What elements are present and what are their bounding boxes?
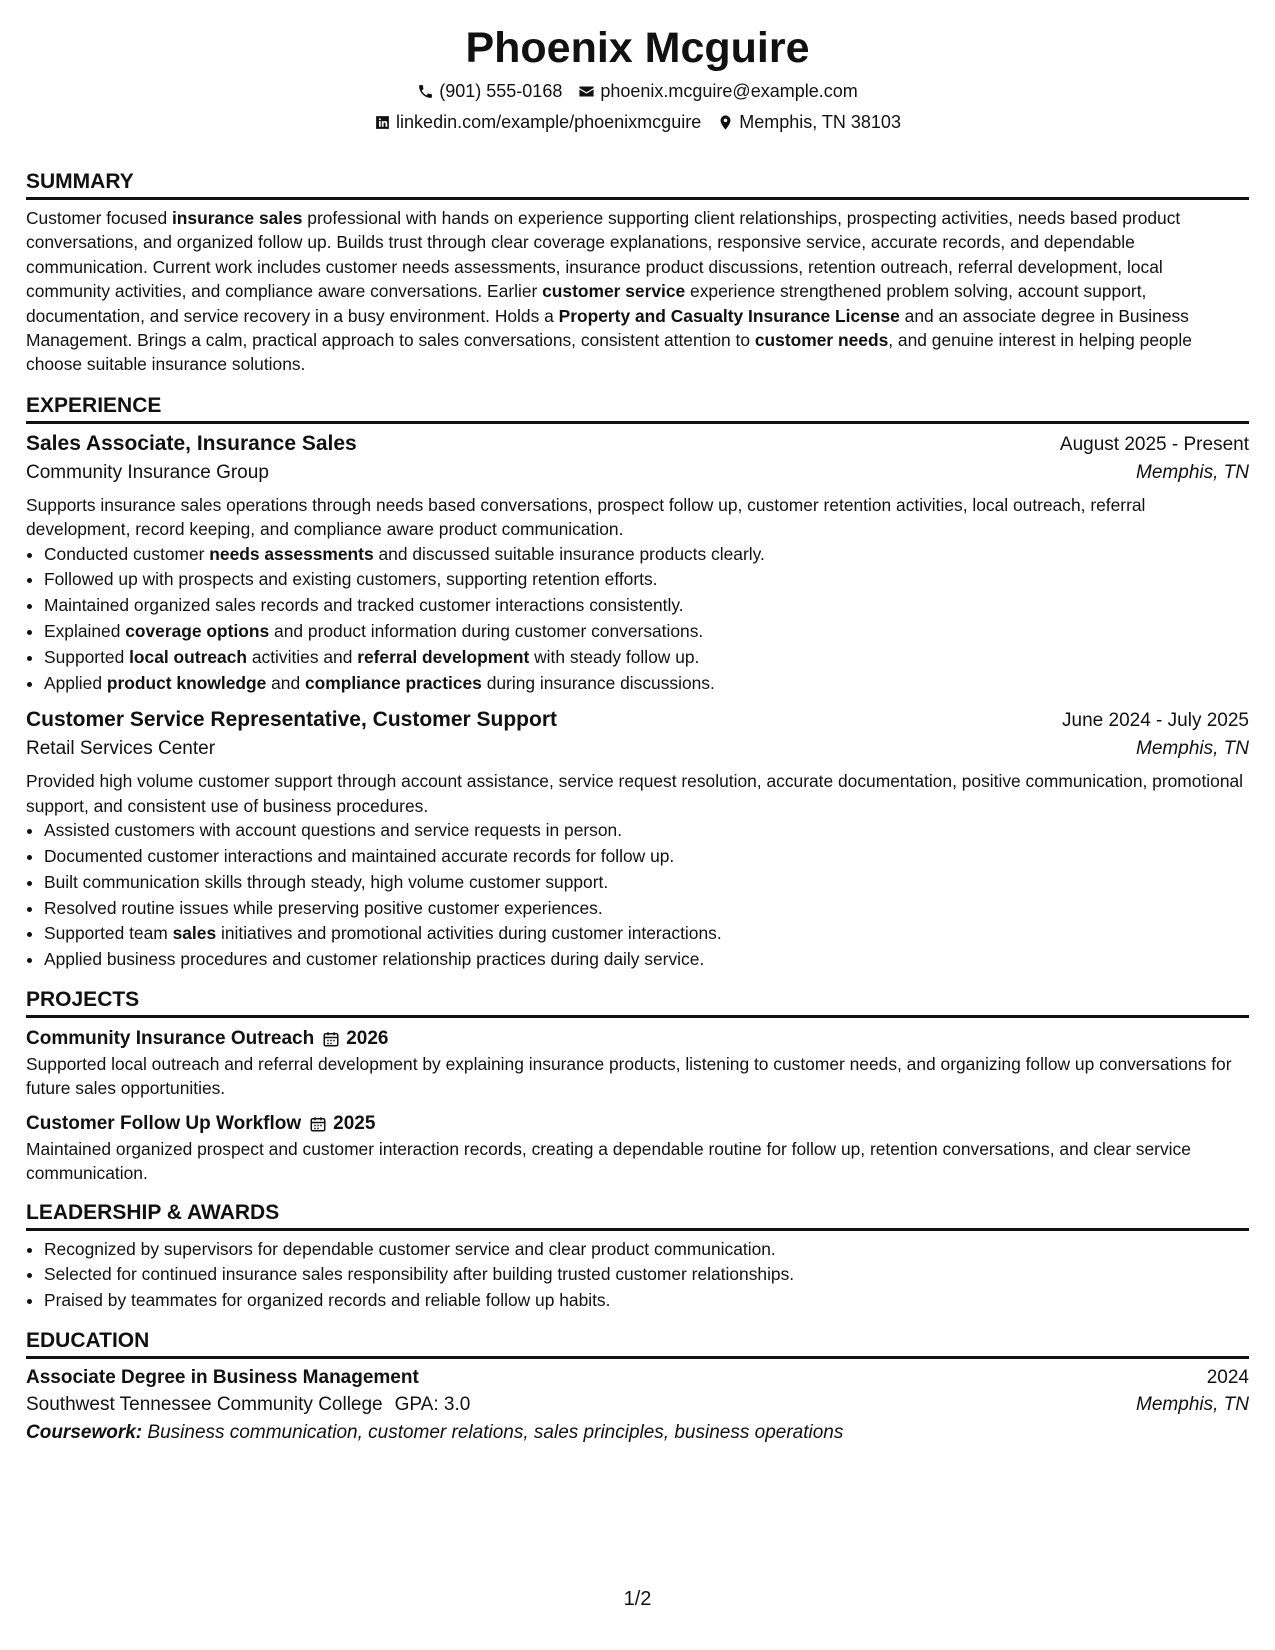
bullet-seg-bold: compliance practices [304,672,482,693]
phone-text: (901) 555-0168 [439,81,563,101]
job-bullet [44,818,1249,844]
education-section [26,1328,1249,1447]
leadership-bullet: • Praised by teammates for organized records and reliable follow up habits. [44,1288,1249,1314]
bullet-seg: Explained [44,621,126,642]
job-bullet [44,645,1249,671]
leadership-bullet: • Selected for continued insurance sales responsibility after building trusted customer relationships. [44,1262,1249,1288]
candidate-name: Phoenix Mcguire [465,24,810,72]
education-degree: Associate Degree in Business Management [26,1367,419,1389]
phone-contact [417,80,562,102]
bullet-seg: initiatives and promotional activities during customer interactions. [216,923,722,944]
bullet-seg-bold: needs assessments [209,543,374,564]
bullet-seg: and [266,672,305,693]
education-gpa: GPA: 3.0 [394,1394,471,1416]
bullet-seg: Supported team [44,923,173,944]
summary-seg: and an associate degree in Business Management. Brings a calm, practical approach to sales conversations, consistent attention to [26,305,1189,351]
section-title-summary: SUMMARY [26,169,1249,200]
summary-seg-bold: Property and Casualty Insurance License [558,305,900,326]
bullet-seg-bold: referral development [357,646,530,667]
calendar-icon [322,1030,340,1048]
bullet-seg-bold: product knowledge [106,672,267,693]
job-bullet [44,619,1249,645]
location-contact [717,111,901,133]
bullet-seg: Assisted customers with account questions and service requests in person. [44,820,623,841]
bullet-seg: Built communication skills through steady, high volume customer support. [44,871,609,892]
summary-seg: , and genuine interest in helping people choose suitable insurance solutions. [26,330,1192,375]
email-icon [578,83,595,100]
project-date [322,1026,388,1052]
job-company: Community Insurance Group [26,461,269,483]
project-description: Maintained organized prospect and customer interaction records, creating a dependable routine for follow up, retention conversations, and clear service communication. [26,1138,1191,1184]
page-number: 1/2 [623,1588,652,1610]
project-header [26,1026,1249,1052]
job-subheader [26,459,1249,487]
map-pin-icon [717,114,734,131]
bullet-seg: Followed up with prospects and existing customers, supporting retention efforts. [44,569,658,590]
job-bullet [44,896,1249,922]
job-location: Memphis, TN [1136,461,1249,483]
education-school-line [26,1391,470,1419]
job-bullet [44,567,1249,593]
education-year: 2024 [1206,1367,1249,1389]
job-description: Provided high volume customer support through account assistance, service request resolution, accurate documentation, positive communication, promotional support, and consistent use of business procedures. [26,771,1244,816]
leadership-section [26,1200,1249,1314]
email-contact[interactable] [578,80,857,102]
education-school: Southwest Tennessee Community College [26,1394,383,1416]
job-header [26,430,1249,459]
job-dates: June 2024 - July 2025 [1062,710,1249,732]
project-date [309,1111,375,1137]
project-description: Supported local outreach and referral development by explaining insurance products, listening to customer needs, and organizing follow up conversations for future sales opportunities. [26,1054,1232,1099]
leadership-bullet: • Recognized by supervisors for dependable customer service and clear product communication. [44,1237,1249,1263]
summary-seg: Customer focused [26,208,172,228]
summary-section [26,169,1249,377]
job-bullet [44,921,1249,947]
phone-icon [417,83,434,100]
education-subheader [26,1391,1249,1419]
job-title: Sales Associate, Insurance Sales [26,431,357,455]
summary-seg: experience strengthened problem solving, account support, documentation, and service recovery in a busy environment. Holds a [26,281,1147,326]
bullet-seg: during insurance discussions. [481,672,715,693]
bullet-seg: with steady follow up. [529,646,700,667]
education-coursework [26,1419,1249,1447]
job-bullet [44,542,1249,568]
job-bullets [26,818,1249,973]
leadership-bullets [26,1237,1249,1314]
project-header [26,1111,1249,1137]
bullet-seg-bold: local outreach [129,646,247,667]
experience-section [26,393,1249,973]
location-text: Memphis, TN 38103 [739,112,901,132]
education-location: Memphis, TN [1136,1394,1249,1416]
contact-line-2 [26,111,1249,133]
job-dates: August 2025 - Present [1059,433,1249,455]
contact-line-1 [26,80,1249,102]
project-entry [26,1111,1249,1186]
bullet-seg-bold: sales [172,923,217,944]
project-year: 2025 [333,1112,376,1134]
bullet-seg: activities and [247,646,358,667]
bullet-seg: Maintained organized sales records and tracked customer interactions consistently. [44,595,684,616]
summary-seg: professional with hands on experience supporting client relationships, prospecting activities, needs based product conversations, and organized follow up. Builds trust through clear coverage explanations, responsive service, accurate records, and dependable communication. Current work includes customer needs assessments, insurance product discussions, retention outreach, referral development, local community activities, and compliance aware conversations. Earlier [26,208,1181,302]
job-bullet [44,844,1249,870]
projects-section [26,987,1249,1186]
job-header [26,706,1249,735]
coursework-label: Coursework: [26,1422,143,1444]
bullet-seg: and discussed suitable insurance products clearly. [373,543,765,564]
bullet-seg: and product information during customer conversations. [269,621,704,642]
project-entry [26,1026,1249,1101]
job-bullet [44,671,1249,697]
bullet-seg: Conducted customer [44,543,210,564]
linkedin-contact[interactable] [374,111,701,133]
job-subheader [26,735,1249,763]
job-description: Supports insurance sales operations through needs based conversations, prospect follow up, customer retention activities, local outreach, referral development, record keeping, and compliance aware product communication. [26,494,1146,540]
job-title: Customer Service Representative, Customer Support [26,708,557,732]
job-entry [26,430,1249,697]
linkedin-text[interactable]: linkedin.com/example/phoenixmcguire [396,112,702,132]
calendar-icon [309,1115,327,1133]
bullet-seg-bold: coverage options [125,621,270,642]
job-bullet [44,870,1249,896]
project-year: 2026 [346,1028,389,1050]
job-location: Memphis, TN [1136,738,1249,760]
summary-seg-bold: insurance sales [171,208,303,228]
resume-page [26,0,1249,1447]
summary-seg-bold: customer service [542,281,686,302]
bullet-seg: Applied [44,672,107,693]
job-bullets [26,542,1249,697]
section-title-experience: EXPERIENCE [26,393,1249,424]
section-title-projects: PROJECTS [26,987,1249,1018]
summary-seg-bold: customer needs [754,330,889,351]
coursework-text: Business communication, customer relations, sales principles, business operations [147,1422,844,1444]
job-bullet [44,593,1249,619]
education-header [26,1365,1249,1391]
job-entry [26,706,1249,973]
linkedin-icon [374,114,391,131]
section-title-education: EDUCATION [26,1328,1249,1359]
bullet-seg: Resolved routine issues while preserving positive customer experiences. [44,897,603,918]
section-title-leadership: LEADERSHIP & AWARDS [26,1200,1249,1231]
bullet-seg: Documented customer interactions and maintained accurate records for follow up. [44,846,675,867]
job-company: Retail Services Center [26,738,216,760]
summary-text [26,206,1249,377]
job-bullet [44,947,1249,973]
project-name: Customer Follow Up Workflow [26,1112,302,1134]
bullet-seg: Supported [44,646,130,667]
email-text[interactable]: phoenix.mcguire@example.com [600,81,858,101]
project-name: Community Insurance Outreach [26,1028,315,1050]
bullet-seg: Applied business procedures and customer relationship practices during daily service. [44,949,705,970]
